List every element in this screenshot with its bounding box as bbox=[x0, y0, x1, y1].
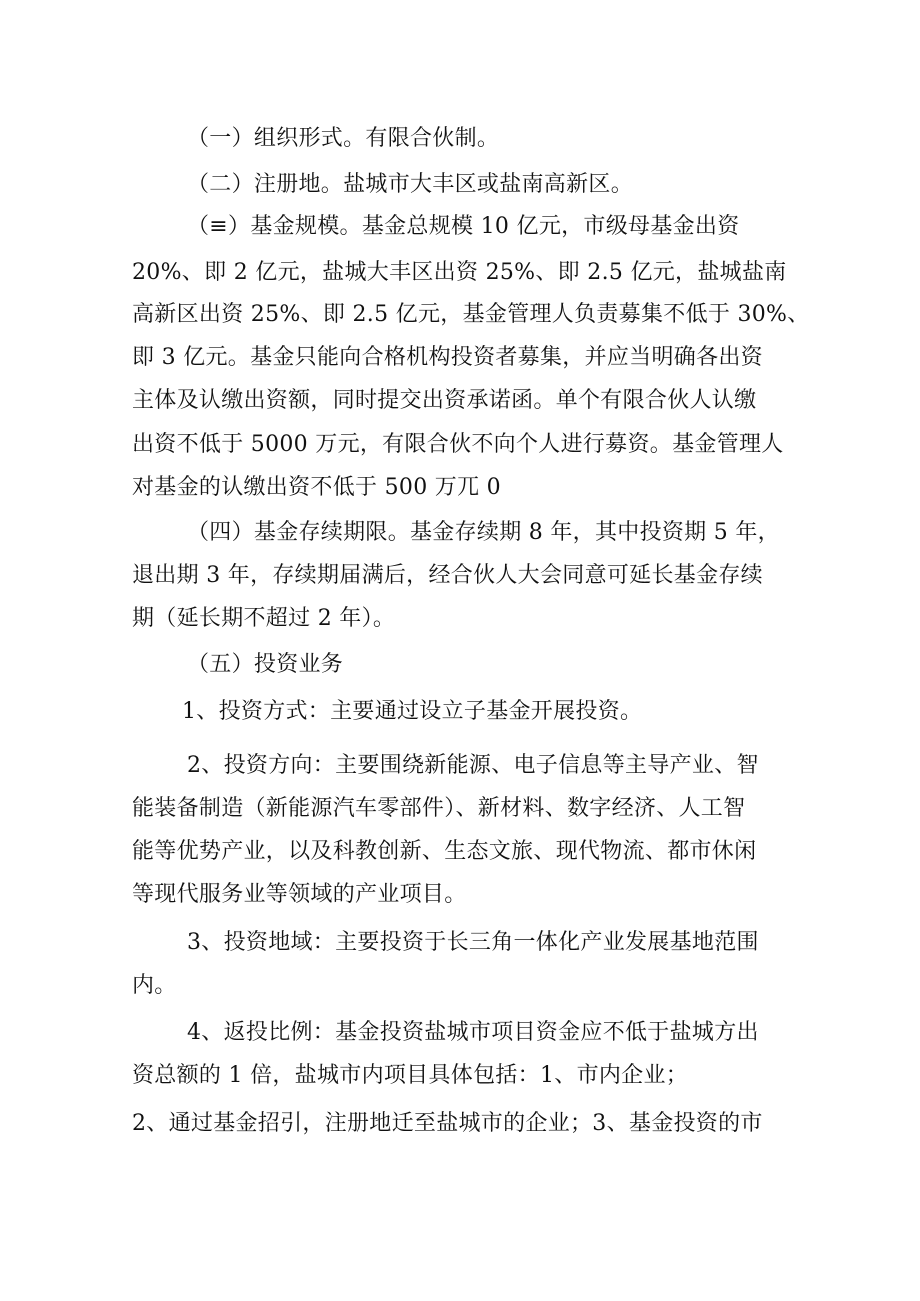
investment-method-line-1: 1、投资方式：主要通过设立子基金开展投资。 bbox=[182, 699, 643, 724]
return-ratio-line-3: 2、通过基金招引，注册地迁至盐城市的企业；3、基金投资的市 bbox=[132, 1111, 763, 1136]
return-ratio-line-1: 4、返投比例：基金投资盐城市项目资金应不低于盐城方出 bbox=[187, 1020, 759, 1045]
section-scale-line-1: （≡）基金规模。基金总规模 10 亿元，市级母基金出资 bbox=[187, 214, 740, 239]
section-registration-line-1: （二）注册地。盐城市大丰区或盐南高新区。 bbox=[187, 172, 634, 197]
section-org-line-1: （一）组织形式。有限合伙制。 bbox=[187, 126, 500, 151]
section-scale-line-5: 主体及认缴出资额，同时提交出资承诺函。单个有限合伙人认缴 bbox=[132, 388, 757, 413]
section-term-line-3: 期（延长期不超过 2 年）。 bbox=[132, 606, 396, 631]
investment-direction-line-2: 能装备制造（新能源汽车零部件）、新材料、数字经济、人工智 bbox=[132, 796, 746, 821]
investment-direction-line-4: 等现代服务业等领域的产业项目。 bbox=[132, 882, 467, 907]
section-scale-line-7: 对基金的认缴出资不低于 500 万兀 0 bbox=[132, 475, 501, 500]
section-scale-line-3: 高新区出资 25%、即 2.5 亿元，基金管理人负责募集不低于 30%、 bbox=[132, 302, 810, 327]
return-ratio-line-2: 资总额的 1 倍，盐城市内项目具体包括：1、市内企业； bbox=[132, 1063, 689, 1088]
investment-region-line-2: 内。 bbox=[132, 973, 177, 998]
section-scale-line-2: 20%、即 2 亿元，盐城大丰区出资 25%、即 2.5 亿元，盐城盐南 bbox=[132, 260, 787, 285]
section-term-line-2: 退出期 3 年，存续期届满后，经合伙人大会同意可延长基金存续 bbox=[132, 563, 763, 588]
section-business-heading: （五）投资业务 bbox=[187, 652, 344, 677]
section-scale-line-4: 即 3 亿元。基金只能向合格机构投资者募集，并应当明确各出资 bbox=[132, 345, 763, 370]
section-term-line-1: （四）基金存续期限。基金存续期 8 年，其中投资期 5 年， bbox=[187, 520, 780, 545]
investment-region-line-1: 3、投资地域：主要投资于长三角一体化产业发展基地范围 bbox=[187, 930, 759, 955]
investment-direction-line-3: 能等优势产业，以及科教创新、生态文旅、现代物流、都市休闲 bbox=[132, 839, 757, 864]
investment-direction-line-1: 2、投资方向：主要围绕新能源、电子信息等主导产业、智 bbox=[187, 753, 759, 778]
section-scale-line-6: 出资不低于 5000 万元，有限合伙不向个人进行募资。基金管理人 bbox=[132, 432, 784, 457]
